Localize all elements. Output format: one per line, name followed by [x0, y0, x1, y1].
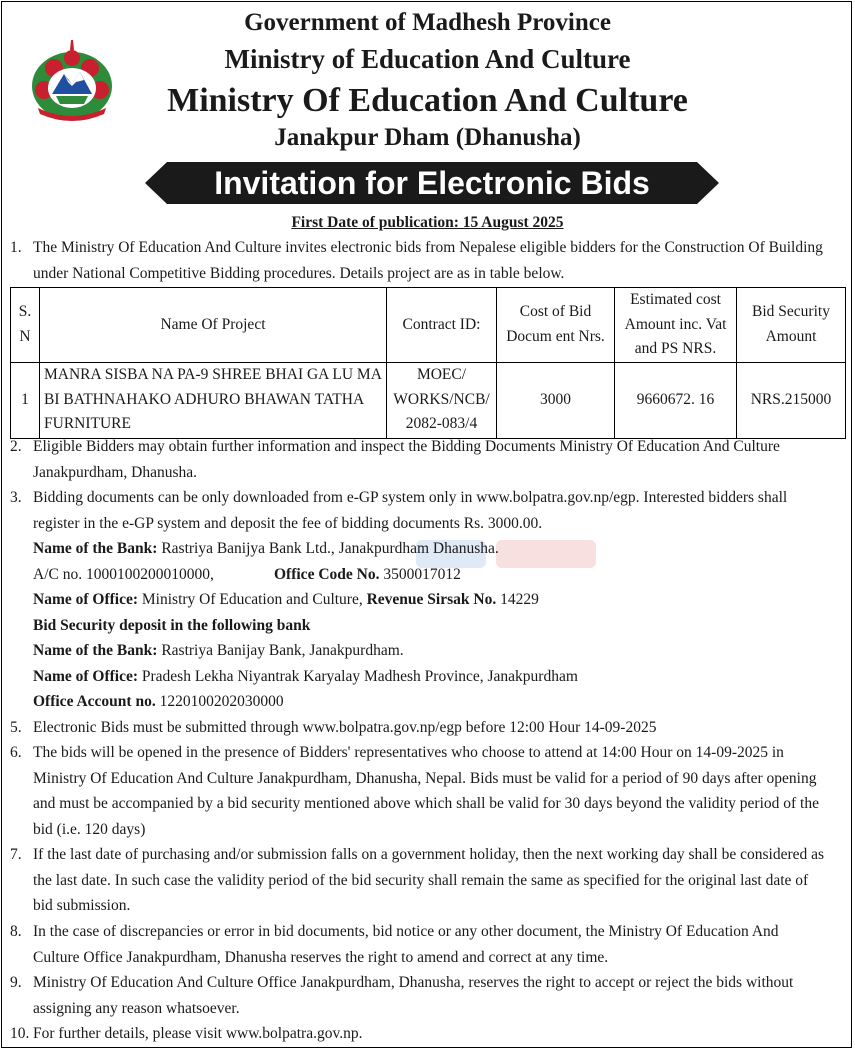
ministry-title: Ministry of Education And Culture — [224, 44, 631, 74]
list-item-10 — [10, 1021, 825, 1047]
ministry-main-title: Ministry Of Education And Culture — [167, 82, 688, 119]
table-header-row — [11, 288, 846, 363]
item-number: 2. — [10, 438, 22, 455]
header-project-name: Name Of Project — [40, 288, 387, 363]
bank2-line — [33, 638, 404, 664]
security-heading-line — [33, 613, 310, 639]
item-text: Bidding documents can be only downloaded from e-GP system only in www.bolpatra.gov.np/egp. Interested bidders shall register in the e-GP system and deposit the fee of bidding documents Rs. 3000.00. — [33, 489, 788, 532]
bank2-label: Name of the Bank: — [33, 642, 158, 659]
item-text: The Ministry Of Education And Culture invites electronic bids from Nepalese eligible bidders for the Construction Of Building under National Competitive Bidding procedures. Details project are as in table below. — [33, 239, 823, 282]
publication-date: First Date of publication: 15 August 2025 — [291, 214, 564, 231]
list-item-6 — [10, 740, 825, 842]
item-text: Eligible Bidders may obtain further information and inspect the Bidding Documents Ministry Of Education And Culture Janakpurdham, Dhanusha. — [33, 438, 780, 481]
office-value: Ministry Of Education and Culture, — [141, 591, 363, 608]
table-row — [11, 362, 846, 438]
bank-label: Name of the Bank: — [33, 540, 158, 557]
office-account-value: 1220100202030000 — [159, 693, 284, 710]
item-number: 9. — [10, 974, 22, 991]
item-text: For further details, please visit www.bolpatra.gov.np. — [33, 1025, 363, 1042]
banner-title: Invitation for Electronic Bids — [214, 165, 650, 201]
header-contract-id: Contract ID: — [387, 288, 497, 363]
item-text: Electronic Bids must be submitted through www.bolpatra.gov.np/egp before 12:00 Hour 14-09-2025 — [33, 719, 657, 736]
project-table — [10, 287, 846, 439]
list-item-9 — [10, 970, 825, 1021]
list-item-1 — [10, 235, 825, 286]
bank-value: Rastriya Banijya Bank Ltd., Janakpurdham Dhanusha. — [161, 540, 499, 557]
province-title: Government of Madhesh Province — [244, 9, 611, 36]
header-sn: S. N — [11, 288, 40, 363]
item-text: The bids will be opened in the presence of Bidders' representatives who choose to attend at 14:00 Hour on 14-09-2025 in Ministry Of Education And Culture Janakpurdham, Dhanusha, Nepal. Bids must be valid for a period of 90 days after opening and must be accompanied by a bid security mentioned above which shall be valid for 30 days beyond the validity period of the bid (i.e. 120 days) — [33, 744, 819, 838]
cell-project-name: MANRA SISBA NA PA-9 SHREE BHAI GA LU MA BI BATHNAHAKO ADHURO BHAWAN TATHA FURNITURE — [40, 362, 387, 438]
item-number: 1. — [10, 239, 22, 256]
office-account-line — [33, 689, 284, 715]
office2-label: Name of Office: — [33, 668, 139, 685]
item-number: 6. — [10, 744, 22, 761]
header-bid-security: Bid Security Amount — [737, 288, 846, 363]
location-title: Janakpur Dham (Dhanusha) — [274, 124, 581, 151]
bank2-value: Rastriya Banijay Bank, Janakpurdham. — [161, 642, 404, 659]
item-number: 3. — [10, 489, 22, 506]
header-estimated-cost: Estimated cost Amount inc. Vat and PS NRS. — [615, 288, 737, 363]
item-number: 8. — [10, 923, 22, 940]
list-item-3 — [10, 485, 825, 536]
office-code-label: Office Code No. — [274, 566, 380, 583]
account-number: A/C no. 1000100200010000, — [33, 566, 214, 583]
bank-line — [33, 536, 499, 562]
item-text: Ministry Of Education And Culture Office Janakpurdham, Dhanusha, reserves the right to accept or reject the bids without assigning any reason whatsoever. — [33, 974, 794, 1017]
item-text: In the case of discrepancies or error in bid documents, bid notice or any other document, the Ministry Of Education And Culture Office Janakpurdham, Dhanusha reserves the right to amend and correct at any time. — [33, 923, 779, 966]
cell-sn: 1 — [11, 362, 40, 438]
item-number: 10. — [10, 1025, 30, 1042]
title-banner — [145, 162, 719, 204]
cell-contract-id: MOEC/ WORKS/NCB/ 2082-083/4 — [387, 362, 497, 438]
list-item-2 — [10, 434, 825, 485]
item-number: 5. — [10, 719, 22, 736]
office-label: Name of Office: — [33, 591, 139, 608]
bid-notice-page — [1, 1, 852, 1048]
office2-value: Pradesh Lekha Niyantrak Karyalay Madhesh Province, Janakpurdham — [141, 668, 578, 685]
item-number: 7. — [10, 846, 22, 863]
list-item-8 — [10, 919, 825, 970]
revenue-value: 14229 — [500, 591, 539, 608]
list-item-7 — [10, 842, 825, 919]
item-text: If the last date of purchasing and/or submission falls on a government holiday, then the next working day shall be considered as the last date. In such case the validity period of the bid security shall remain the same as specified for the original last date of bid submission. — [33, 846, 825, 914]
account-line — [33, 562, 214, 588]
security-heading: Bid Security deposit in the following bank — [33, 617, 311, 634]
office-account-label: Office Account no. — [33, 693, 156, 710]
cell-bid-doc-cost: 3000 — [497, 362, 615, 438]
cell-bid-security: NRS.215000 — [737, 362, 846, 438]
office-line — [33, 587, 539, 613]
list-item-5 — [10, 715, 825, 741]
office-code-value: 3500017012 — [383, 566, 461, 583]
office-code-line — [274, 562, 461, 588]
office2-line — [33, 664, 578, 690]
cell-estimated-cost: 9660672. 16 — [615, 362, 737, 438]
revenue-label: Revenue Sirsak No. — [366, 591, 497, 608]
header-bid-doc-cost: Cost of Bid Docum ent Nrs. — [497, 288, 615, 363]
